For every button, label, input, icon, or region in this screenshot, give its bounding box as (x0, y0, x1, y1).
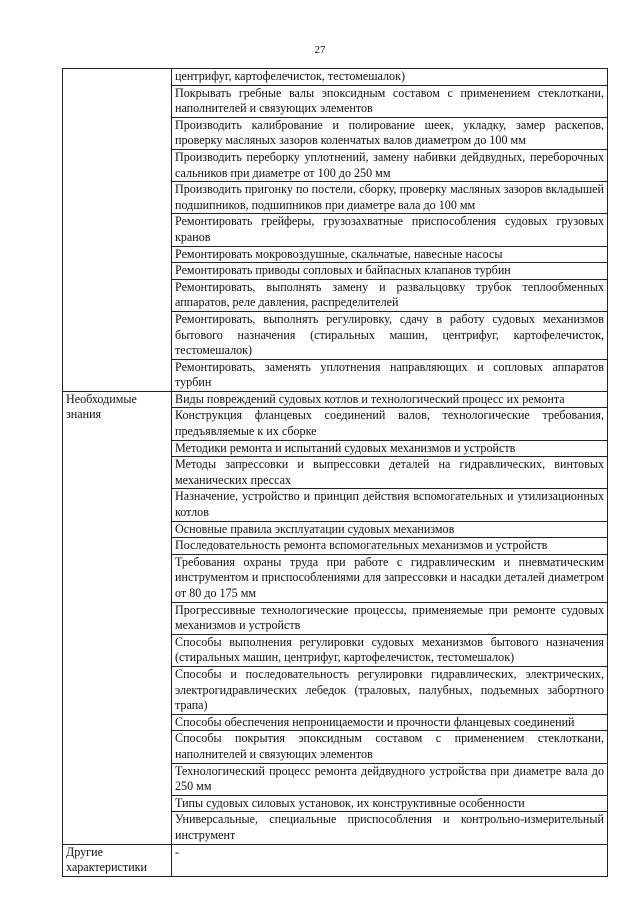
page-number: 27 (314, 44, 326, 56)
table-row (63, 844, 608, 876)
requirement-item: Методы запрессовки и выпрессовки деталей на гидравлических, винтовых механических прессах (172, 457, 608, 489)
requirement-item: Способы выполнения регулировки судовых механизмов бытового назначения (стиральных машин, центрифуг, картофелечисток, тестомешалок) (172, 634, 608, 666)
requirement-item: Покрывать гребные валы эпоксидным составом с применением стеклоткани, наполнителей и связующих элементов (172, 85, 608, 117)
requirement-item: Ремонтировать, выполнять регулировку, сдачу в работу судовых механизмов бытового назначения (стиральных машин, центрифуг, картофелечисток, тестомешалок) (172, 311, 608, 359)
requirement-item: Производить калибрование и полирование шеек, укладку, замер раскепов, проверку масляных зазоров коленчатых валов диаметром до 100 мм (172, 117, 608, 149)
table-row (63, 391, 608, 408)
requirement-item: Ремонтировать грейферы, грузозахватные приспособления судовых грузовых кранов (172, 214, 608, 246)
requirement-item: Универсальные, специальные приспособления и контрольно-измерительный инструмент (172, 812, 608, 844)
requirement-item: Прогрессивные технологические процессы, применяемые при ремонте судовых механизмов и устройств (172, 602, 608, 634)
section-label (63, 69, 172, 392)
requirement-item: Способы покрытия эпоксидным составом с применением стеклоткани, наполнителей и связующих элементов (172, 731, 608, 763)
requirement-item: Последовательность ремонта вспомогательных механизмов и устройств (172, 538, 608, 555)
requirement-item: Виды повреждений судовых котлов и технологический процесс их ремонта (172, 391, 608, 408)
requirement-item: центрифуг, картофелечисток, тестомешалок) (172, 69, 608, 86)
requirement-item: Ремонтировать приводы сопловых и байпасных клапанов турбин (172, 263, 608, 280)
requirement-item: Способы и последовательность регулировки гидравлических, электрических, электрогидравлических лебедок (траловых, палубных, подъемных забортного трапа) (172, 666, 608, 714)
requirement-item: Требования охраны труда при работе с гидравлическим и пневматическим инструментом и приспособлениями для запрессовки и насадки деталей диаметром от 80 до 175 мм (172, 554, 608, 602)
section-label: Другие характеристики (63, 844, 172, 876)
section-label: Необходимые знания (63, 391, 172, 844)
requirement-item: Технологический процесс ремонта дейдвудного устройства при диаметре вала до 250 мм (172, 763, 608, 795)
requirement-item: Методики ремонта и испытаний судовых механизмов и устройств (172, 440, 608, 457)
table-row (63, 69, 608, 86)
requirement-item: Типы судовых силовых установок, их конструктивные особенности (172, 795, 608, 812)
requirement-item: Назначение, устройство и принцип действия вспомогательных и утилизационных котлов (172, 489, 608, 521)
requirement-item: Способы обеспечения непроницаемости и прочности фланцевых соединений (172, 714, 608, 731)
requirement-item: Ремонтировать мокровоздушные, скальчатые, навесные насосы (172, 246, 608, 263)
requirement-item: Производить переборку уплотнений, замену набивки дейдвудных, переборочных сальников при диаметре от 100 до 250 мм (172, 149, 608, 181)
requirement-item: Конструкция фланцевых соединений валов, технологические требования, предъявляемые к их сборке (172, 408, 608, 440)
requirements-table (62, 68, 608, 877)
requirement-item: Ремонтировать, выполнять замену и развальцовку трубок теплообменных аппаратов, реле давления, распределителей (172, 279, 608, 311)
requirement-item: - (172, 844, 608, 876)
requirement-item: Ремонтировать, заменять уплотнения направляющих и сопловых аппаратов турбин (172, 359, 608, 391)
requirement-item: Основные правила эксплуатации судовых механизмов (172, 521, 608, 538)
requirement-item: Производить пригонку по постели, сборку, проверку масляных зазоров вкладышей подшипников, подшипников при диаметре вала до 100 мм (172, 182, 608, 214)
